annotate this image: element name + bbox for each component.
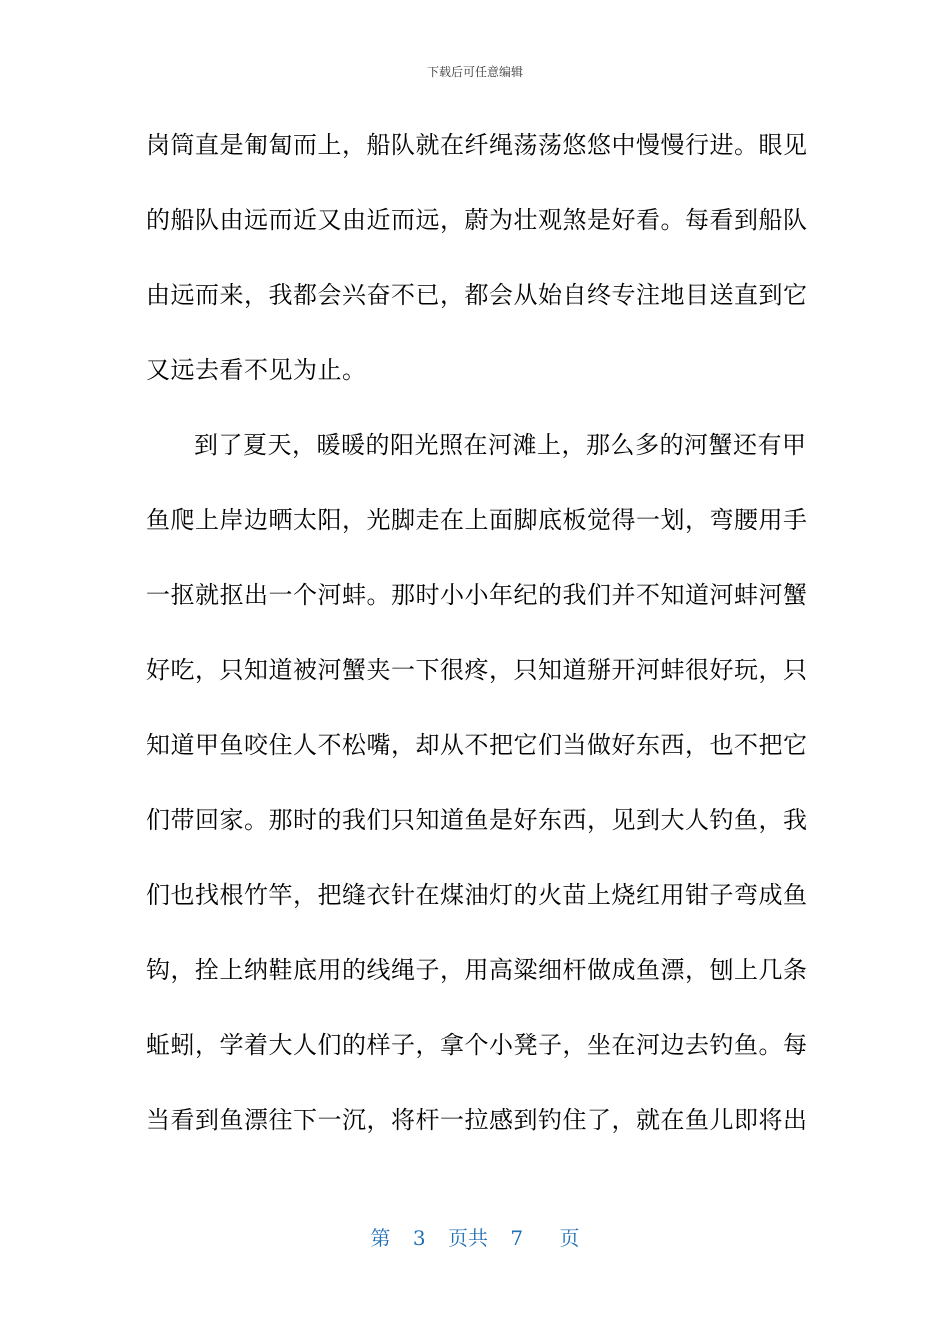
footer-middle: 页共 [448, 1226, 488, 1250]
text-line: 好吃，只知道被河蟹夹一下很疼，只知道掰开河蚌很好玩，只 [146, 656, 808, 684]
text-line: 的船队由远而近又由近而远，蔚为壮观煞是好看。每看到船队 [146, 206, 808, 234]
body-text [146, 108, 806, 1158]
text-line: 蚯蚓，学着大人们的样子，拿个小凳子，坐在河边去钓鱼。每 [146, 1031, 808, 1059]
footer-prefix: 第 [370, 1226, 391, 1250]
text-line: 岗筒直是匍匐而上，船队就在纤绳荡荡悠悠中慢慢行进。眼见 [146, 131, 808, 159]
footer-total-pages: 7 [510, 1226, 524, 1250]
text-line: 知道甲鱼咬住人不松嘴，却从不把它们当做好东西，也不把它 [146, 731, 808, 759]
text-line: 当看到鱼漂往下一沉，将杆一拉感到钓住了，就在鱼儿即将出 [146, 1106, 808, 1134]
text-line: 钩，拴上纳鞋底用的线绳子，用高粱细杆做成鱼漂，刨上几条 [146, 956, 808, 984]
text-line: 们也找根竹竿，把缝衣针在煤油灯的火苗上烧红用钳子弯成鱼 [146, 881, 808, 909]
text-line: 又远去看不见为止。 [146, 356, 367, 384]
text-line: 到了夏天，暖暖的阳光照在河滩上，那么多的河蟹还有甲 [194, 431, 807, 459]
footer-current-page: 3 [412, 1226, 426, 1250]
header-note: 下载后可任意编辑 [426, 65, 523, 79]
text-line: 鱼爬上岸边晒太阳，光脚走在上面脚底板觉得一划，弯腰用手 [146, 506, 808, 534]
paragraph-1 [146, 108, 806, 408]
page-footer [0, 1224, 950, 1252]
text-line: 一抠就抠出一个河蚌。那时小小年纪的我们并不知道河蚌河蟹 [146, 581, 808, 609]
footer-suffix: 页 [559, 1226, 580, 1250]
text-line: 们带回家。那时的我们只知道鱼是好东西，见到大人钓鱼，我 [146, 806, 808, 834]
text-line: 由远而来，我都会兴奋不已，都会从始自终专注地目送直到它 [146, 281, 808, 309]
paragraph-2 [146, 408, 806, 1158]
